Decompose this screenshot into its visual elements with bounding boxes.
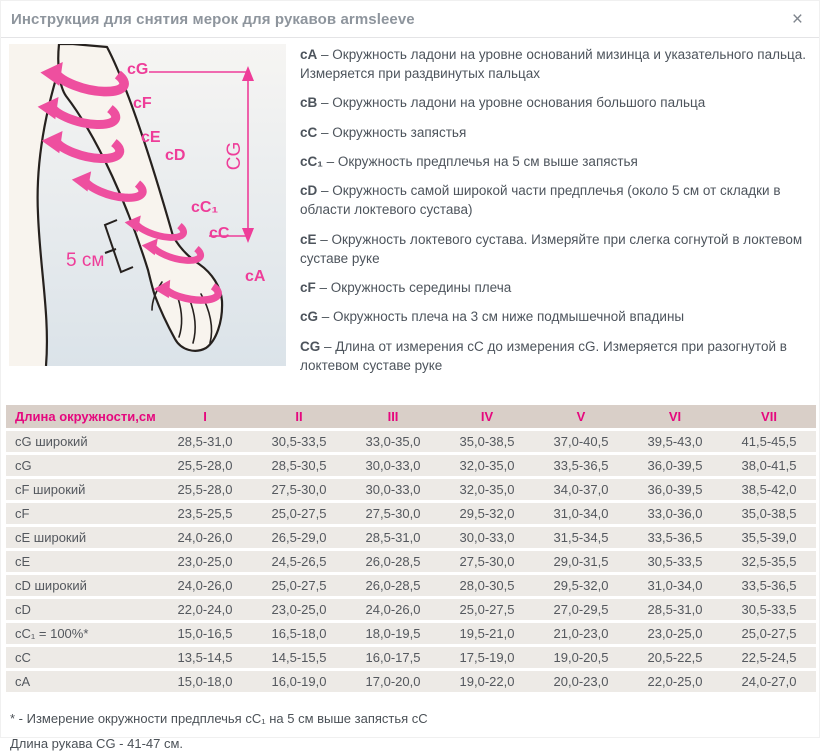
- size-table-cell: 24,0-26,0: [346, 599, 440, 620]
- size-table-cell: 33,5-36,5: [628, 527, 722, 548]
- size-table-cell: 27,5-30,0: [346, 503, 440, 524]
- size-table-cell: 24,0-27,0: [722, 671, 816, 692]
- arm-measurement-diagram: [9, 44, 286, 366]
- size-table-cell: 31,0-34,0: [628, 575, 722, 596]
- size-table-row-label: cE широкий: [6, 527, 158, 548]
- size-table-cell: 23,0-25,0: [628, 623, 722, 644]
- size-table-cell: 14,5-15,5: [252, 647, 346, 668]
- size-table-cell: 30,5-33,5: [252, 431, 346, 452]
- size-table-cell: 21,0-23,0: [534, 623, 628, 644]
- measurement-code: cA: [300, 47, 318, 62]
- size-table-header-cell: Длина окружности,см: [6, 405, 158, 428]
- size-table-cell: 16,0-19,0: [252, 671, 346, 692]
- size-table-row: [6, 431, 816, 452]
- size-table-cell: 27,5-30,0: [252, 479, 346, 500]
- size-table-cell: 33,0-36,0: [628, 503, 722, 524]
- size-table-cell: 29,5-32,0: [534, 575, 628, 596]
- size-table-header-cell: VI: [628, 405, 722, 428]
- size-table-cell: 30,5-33,5: [722, 599, 816, 620]
- size-table-row: [6, 671, 816, 692]
- measurement-code: cD: [300, 183, 318, 199]
- size-table-cell: 20,0-23,0: [534, 671, 628, 692]
- size-table-cell: 15,0-18,0: [158, 671, 252, 692]
- size-table-cell: 20,5-22,5: [628, 647, 722, 668]
- size-table-cell: 26,0-28,5: [346, 575, 440, 596]
- size-table-header-cell: VII: [722, 405, 816, 428]
- measurement-text: – Окружность плеча на 3 см ниже подмышечной впадины: [321, 309, 685, 325]
- size-table-row-label: cE: [6, 551, 158, 572]
- size-table-cell: 36,0-39,5: [628, 455, 722, 476]
- size-table-cell: 31,5-34,5: [534, 527, 628, 548]
- diagram-label-cF: cF: [133, 95, 152, 112]
- size-table-header-cell: IV: [440, 405, 534, 428]
- size-table-cell: 32,0-35,0: [440, 455, 534, 476]
- measurement-code: cF: [300, 280, 316, 296]
- size-table-cell: 28,5-30,5: [252, 455, 346, 476]
- measurement-text: – Окружность запястья: [321, 124, 467, 140]
- size-table-cell: 30,0-33,0: [346, 479, 440, 500]
- size-table-cell: 41,5-45,5: [722, 431, 816, 452]
- size-table-header-row: [6, 405, 816, 428]
- size-table-cell: 30,5-33,5: [628, 551, 722, 572]
- size-table-row: [6, 647, 816, 668]
- diagram-label-cD: cD: [165, 147, 186, 164]
- size-table-cell: 25,0-27,5: [252, 503, 346, 524]
- size-table-row-label: cF: [6, 503, 158, 524]
- size-table-cell: 28,5-31,0: [346, 527, 440, 548]
- footnote-cc1: * - Измерение окружности предплечья cC₁ на 5 см выше запястья cC: [10, 711, 428, 727]
- size-table-cell: 24,0-26,0: [158, 527, 252, 548]
- diagram-label-cC1: cC₁: [191, 199, 219, 216]
- size-table-header-cell: I: [158, 405, 252, 428]
- size-table-cell: 29,0-31,5: [534, 551, 628, 572]
- size-table-row: [6, 575, 816, 596]
- size-table-row: [6, 599, 816, 620]
- size-table-cell: 33,5-36,5: [722, 575, 816, 596]
- footnote-sleeve-length: Длина рукава CG - 41-47 см.: [10, 736, 184, 751]
- size-table-cell: 36,0-39,5: [628, 479, 722, 500]
- measurement-text: – Окружность самой широкой части предплечья (около 5 см от складки в области локтевого сустава): [300, 183, 781, 218]
- size-table-header-cell: II: [252, 405, 346, 428]
- size-table-cell: 15,0-16,5: [158, 623, 252, 644]
- size-table-cell: 27,5-30,0: [440, 551, 534, 572]
- size-table-row: [6, 455, 816, 476]
- size-table-cell: 19,5-21,0: [440, 623, 534, 644]
- size-table-row-label: cD: [6, 599, 158, 620]
- size-table-cell: 25,0-27,5: [440, 599, 534, 620]
- measurement-code: cB: [300, 95, 318, 111]
- size-table-cell: 30,0-33,0: [440, 527, 534, 548]
- measurement-text: – Окружность локтевого сустава. Измеряйте при слегка согнутой в локтевом суставе руке: [300, 231, 803, 266]
- size-table-cell: 38,5-42,0: [722, 479, 816, 500]
- size-table-cell: 17,0-20,0: [346, 671, 440, 692]
- measurement-description-item: [300, 124, 811, 143]
- size-table-cell: 32,5-35,5: [722, 551, 816, 572]
- size-table-cell: 22,0-25,0: [628, 671, 722, 692]
- measurement-description-item: [300, 279, 811, 298]
- size-table-cell: 23,0-25,0: [252, 599, 346, 620]
- measurement-description-item: [300, 182, 811, 220]
- diagram-label-cA: cA: [245, 268, 266, 285]
- diagram-label-cC: cC: [209, 225, 230, 242]
- size-table-header-cell: V: [534, 405, 628, 428]
- measurement-description-item: [300, 94, 811, 113]
- size-table-cell: 35,5-39,0: [722, 527, 816, 548]
- measurement-code: cE: [300, 231, 317, 247]
- size-table-cell: 18,0-19,5: [346, 623, 440, 644]
- size-table-cell: 23,0-25,0: [158, 551, 252, 572]
- size-table-row-label: cG широкий: [6, 431, 158, 452]
- size-table-cell: 34,0-37,0: [534, 479, 628, 500]
- size-table-cell: 19,0-20,5: [534, 647, 628, 668]
- size-table-cell: 26,0-28,5: [346, 551, 440, 572]
- size-table-cell: 25,0-27,5: [722, 623, 816, 644]
- size-table-cell: 17,5-19,0: [440, 647, 534, 668]
- modal-title: Инструкция для снятия мерок для рукавов armsleeve: [11, 11, 415, 28]
- size-table-cell: 31,0-34,0: [534, 503, 628, 524]
- measurement-code: cC: [300, 124, 318, 140]
- size-table-row-label: cG: [6, 455, 158, 476]
- size-table-row-label: cC₁ = 100%*: [6, 623, 158, 644]
- size-table-cell: 25,5-28,0: [158, 479, 252, 500]
- size-table-row-label: cC: [6, 647, 158, 668]
- size-table: [6, 402, 816, 695]
- size-table-row: [6, 503, 816, 524]
- size-table-cell: 24,5-26,5: [252, 551, 346, 572]
- size-table-cell: 38,0-41,5: [722, 455, 816, 476]
- measurement-description-item: [300, 308, 811, 327]
- size-table-row: [6, 623, 816, 644]
- size-table-cell: 29,5-32,0: [440, 503, 534, 524]
- size-table-row: [6, 551, 816, 572]
- measurement-descriptions: [300, 44, 811, 386]
- size-table-cell: 27,0-29,5: [534, 599, 628, 620]
- measurement-code: CG: [300, 338, 321, 354]
- measurement-text: – Окружность предплечья на 5 см выше запястья: [326, 154, 638, 170]
- measurement-description-item: [300, 338, 811, 376]
- measurement-description-item: [300, 231, 811, 269]
- size-table-cell: 28,5-31,0: [158, 431, 252, 452]
- size-table-cell: 22,0-24,0: [158, 599, 252, 620]
- size-table-cell: 39,5-43,0: [628, 431, 722, 452]
- size-table-row: [6, 527, 816, 548]
- size-table-cell: 30,0-33,0: [346, 455, 440, 476]
- size-table-header-cell: III: [346, 405, 440, 428]
- size-table-cell: 32,0-35,0: [440, 479, 534, 500]
- size-table-row-label: cD широкий: [6, 575, 158, 596]
- close-icon[interactable]: ×: [791, 8, 803, 30]
- arm-diagram-svg: [9, 44, 286, 366]
- size-table-cell: 19,0-22,0: [440, 671, 534, 692]
- size-table-cell: 24,0-26,0: [158, 575, 252, 596]
- measurement-code: cC₁: [300, 154, 323, 170]
- size-table-cell: 22,5-24,5: [722, 647, 816, 668]
- size-table-cell: 37,0-40,5: [534, 431, 628, 452]
- size-table-cell: 16,0-17,5: [346, 647, 440, 668]
- diagram-label-five-cm: 5 см: [66, 250, 105, 271]
- size-table-cell: 26,5-29,0: [252, 527, 346, 548]
- modal-header: [1, 1, 819, 38]
- measurement-code: cG: [300, 309, 319, 325]
- size-table-cell: 25,0-27,5: [252, 575, 346, 596]
- size-table-row-label: cF широкий: [6, 479, 158, 500]
- measurement-text: – Окружность ладони на уровне основания большого пальца: [321, 95, 706, 111]
- measurement-text: – Длина от измерения cC до измерения cG. Измеряется при разогнутой в локтевом суставе руке: [300, 338, 787, 373]
- size-table-cell: 25,5-28,0: [158, 455, 252, 476]
- measurement-description-item: [300, 46, 811, 84]
- measurement-text: – Окружность середины плеча: [319, 280, 512, 296]
- diagram-label-cE: cE: [141, 129, 161, 146]
- measurement-text: – Окружность ладони на уровне оснований мизинца и указательного пальца. Измеряется при раздвинутых пальцах: [300, 47, 807, 81]
- size-table-row: [6, 479, 816, 500]
- size-table-cell: 13,5-14,5: [158, 647, 252, 668]
- size-table-cell: 16,5-18,0: [252, 623, 346, 644]
- size-table-cell: 28,5-31,0: [628, 599, 722, 620]
- diagram-label-CG: CG: [224, 141, 245, 171]
- size-table-cell: 33,0-35,0: [346, 431, 440, 452]
- modal-content: [1, 38, 819, 386]
- size-table-cell: 35,0-38,5: [440, 431, 534, 452]
- diagram-label-cG: cG: [127, 61, 149, 78]
- size-table-cell: 35,0-38,5: [722, 503, 816, 524]
- size-table-row-label: cA: [6, 671, 158, 692]
- measurement-description-item: [300, 153, 811, 172]
- size-table-cell: 23,5-25,5: [158, 503, 252, 524]
- size-table-cell: 33,5-36,5: [534, 455, 628, 476]
- size-table-cell: 28,0-30,5: [440, 575, 534, 596]
